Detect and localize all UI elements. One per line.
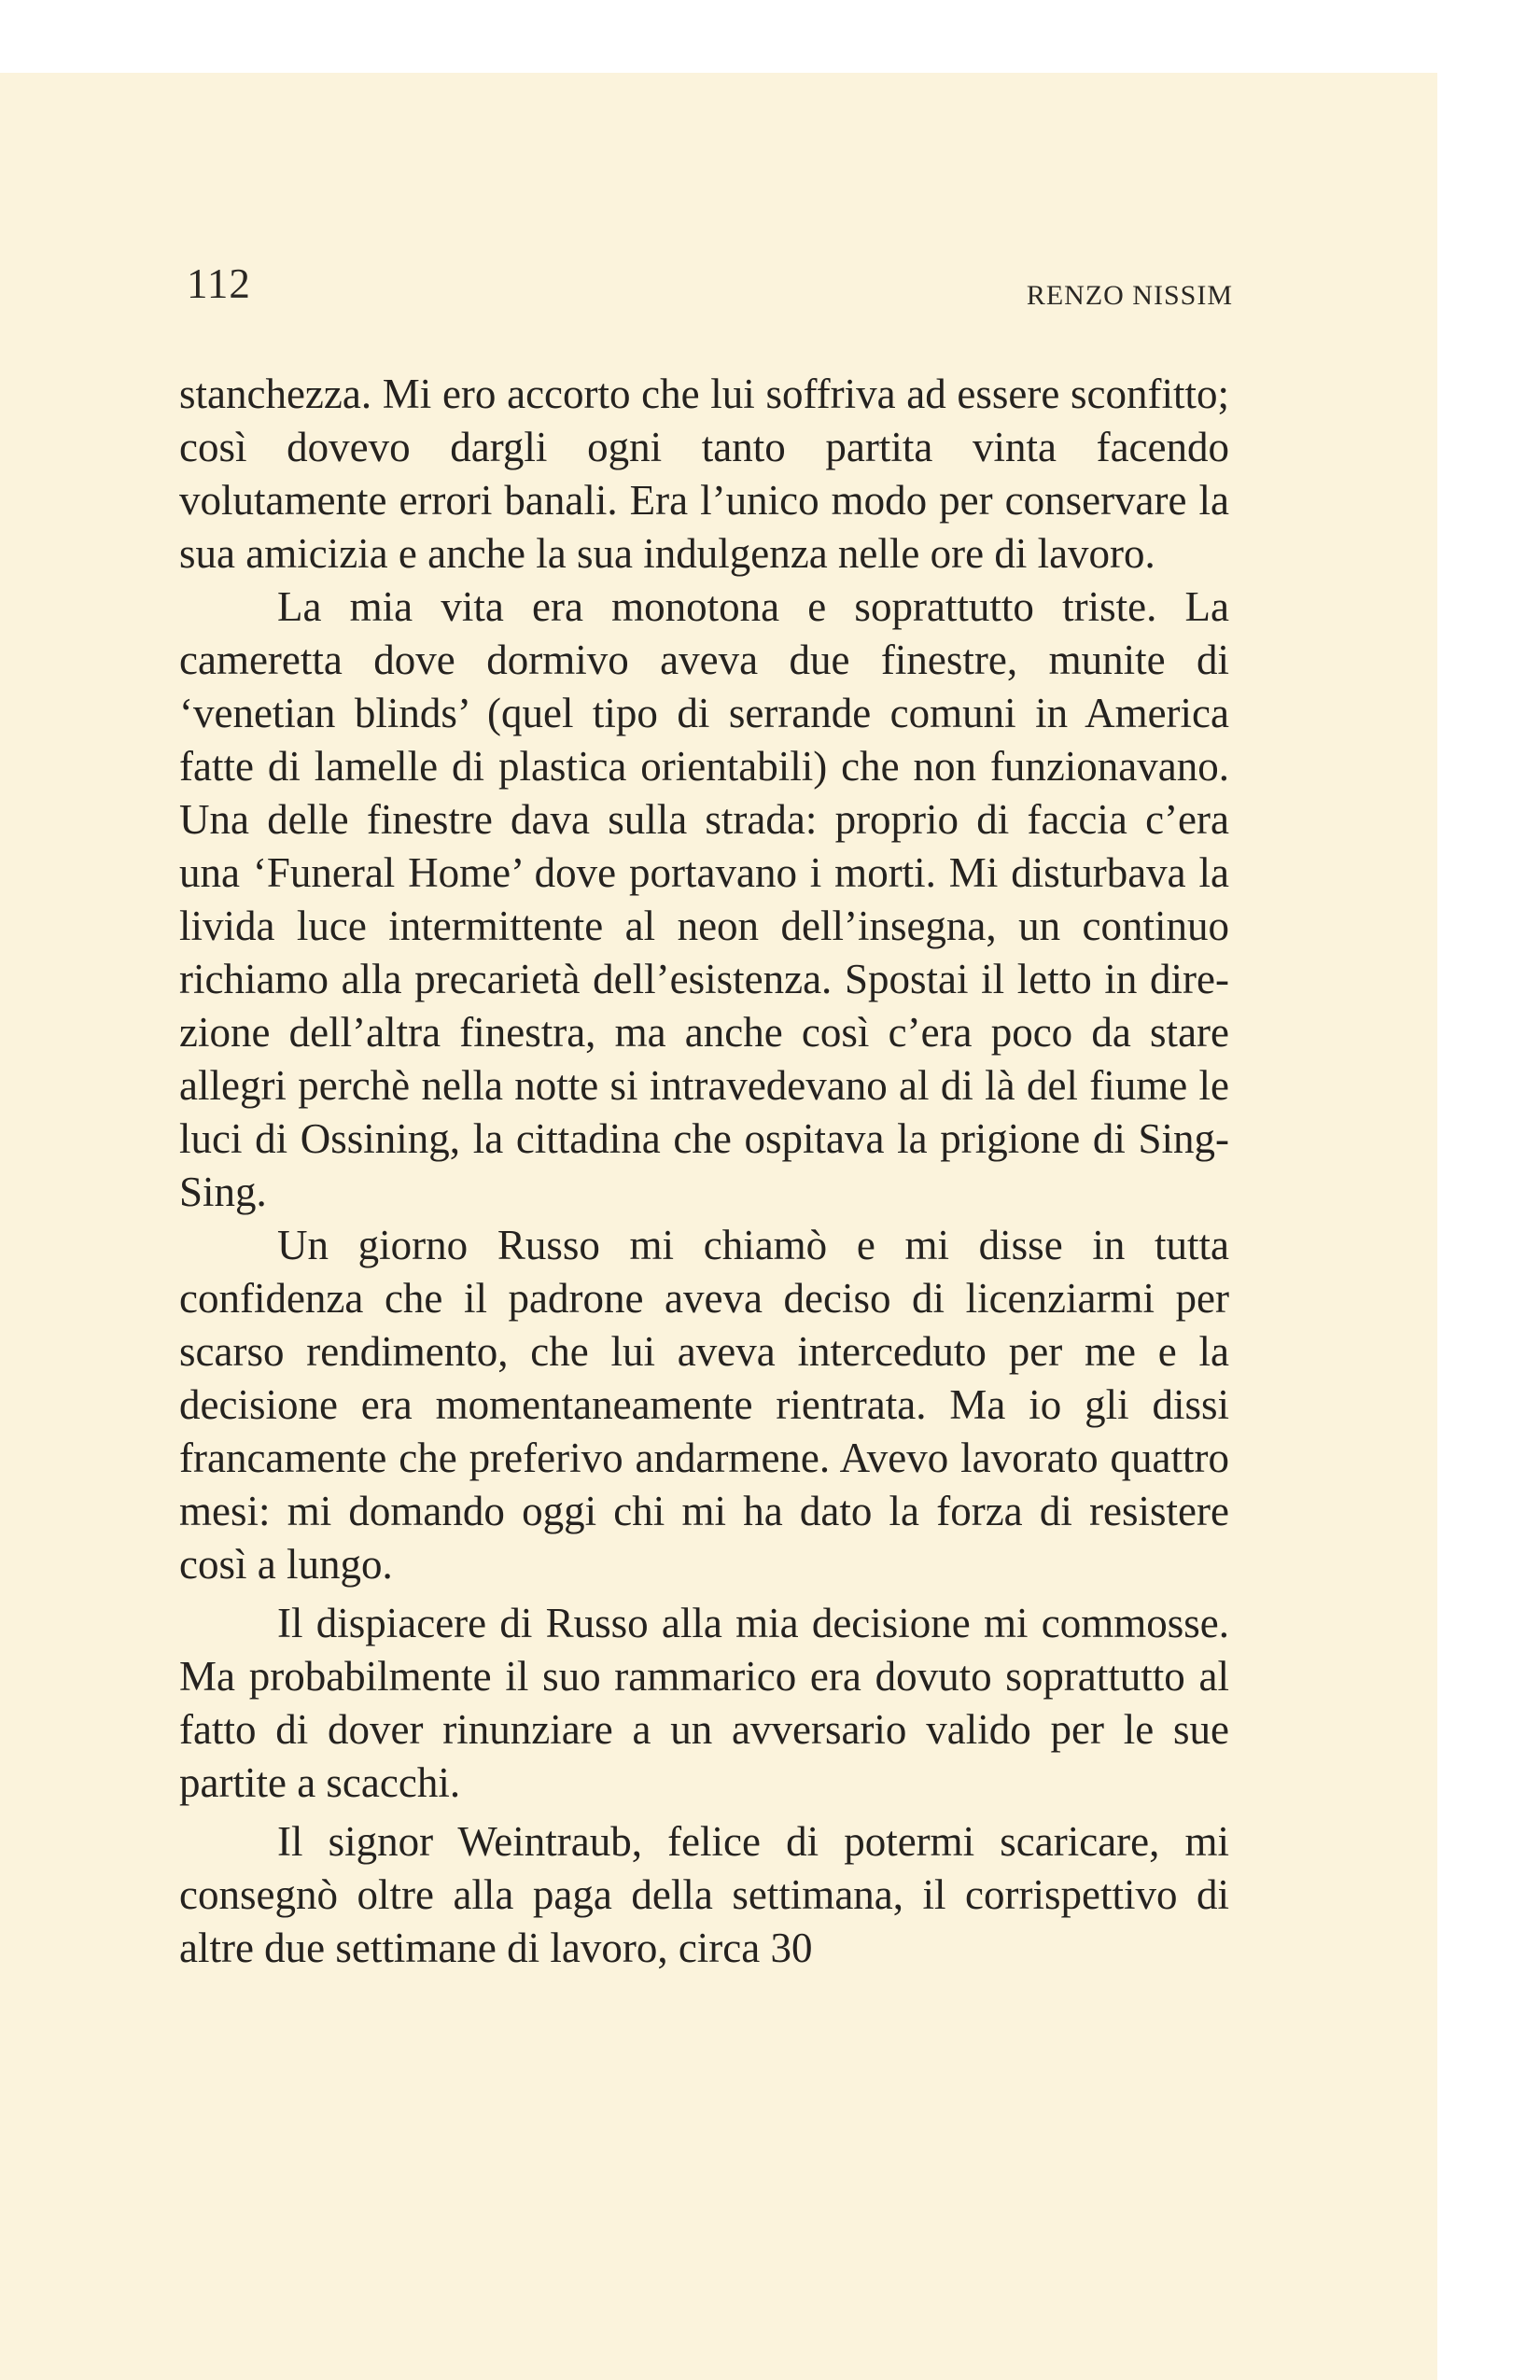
- paragraph-4: Il dispiacere di Russo alla mia decisione mi commosse. Ma probabilmente il suo rammarico era dovuto soprattutto al fatto di dover rinunziare a un avversario valido per le sue partite a scacchi.: [179, 1600, 1229, 1806]
- page-number: 112: [187, 260, 251, 307]
- paragraph-3: Un giorno Russo mi chiamò e mi disse in tutta confidenza che il padrone aveva deciso di licenziarmi per scarso rendimento, che lui aveva interceduto per me e la decisione era momentaneamente rientrata. Ma io gli dissi francamente che preferivo andarmene. Avevo lavorato quattro mesi: mi domando oggi chi mi ha dato la forza di resistere così a lungo.: [179, 1222, 1229, 1588]
- book-page: [0, 73, 1437, 2380]
- paragraph-2: La mia vita era monotona e soprattutto triste. La cameretta dove dormivo aveva due finestre, munite di ‘venetian blinds’ (quel tipo di serrande comuni in America fatte di lamelle di plastica orientabili) che non funzionavano. Una delle finestre dava sulla strada: proprio di faccia c’era una ‘Funeral Home’ dove portavano i morti. Mi disturbava la livida luce intermittente al neon dell’insegna, un continuo richiamo alla precarietà dell’esistenza. Spostai il letto in direzione dell’altra finestra, ma anche così c’era poco da stare allegri perchè nella notte si intravedevano al di là del fiume le luci di Ossining, la cittadina che ospitava la prigione di Sing-Sing.: [179, 583, 1229, 1215]
- paragraph-1: stanchezza. Mi ero accorto che lui soffriva ad essere sconfitto; così dovevo dargli ogni tanto partita vinta facendo volutamente errori banali. Era l’unico modo per conservare la sua amicizia e anche la sua indulgenza nelle ore di lavoro.: [179, 371, 1229, 577]
- body-text: [179, 368, 1229, 1975]
- paragraph-5: Il signor Weintraub, felice di potermi scaricare, mi consegnò oltre alla paga della settimana, il corrispettivo di altre due settimane di lavoro, circa 30: [179, 1818, 1229, 1971]
- running-head: RENZO NISSIM: [1026, 280, 1233, 311]
